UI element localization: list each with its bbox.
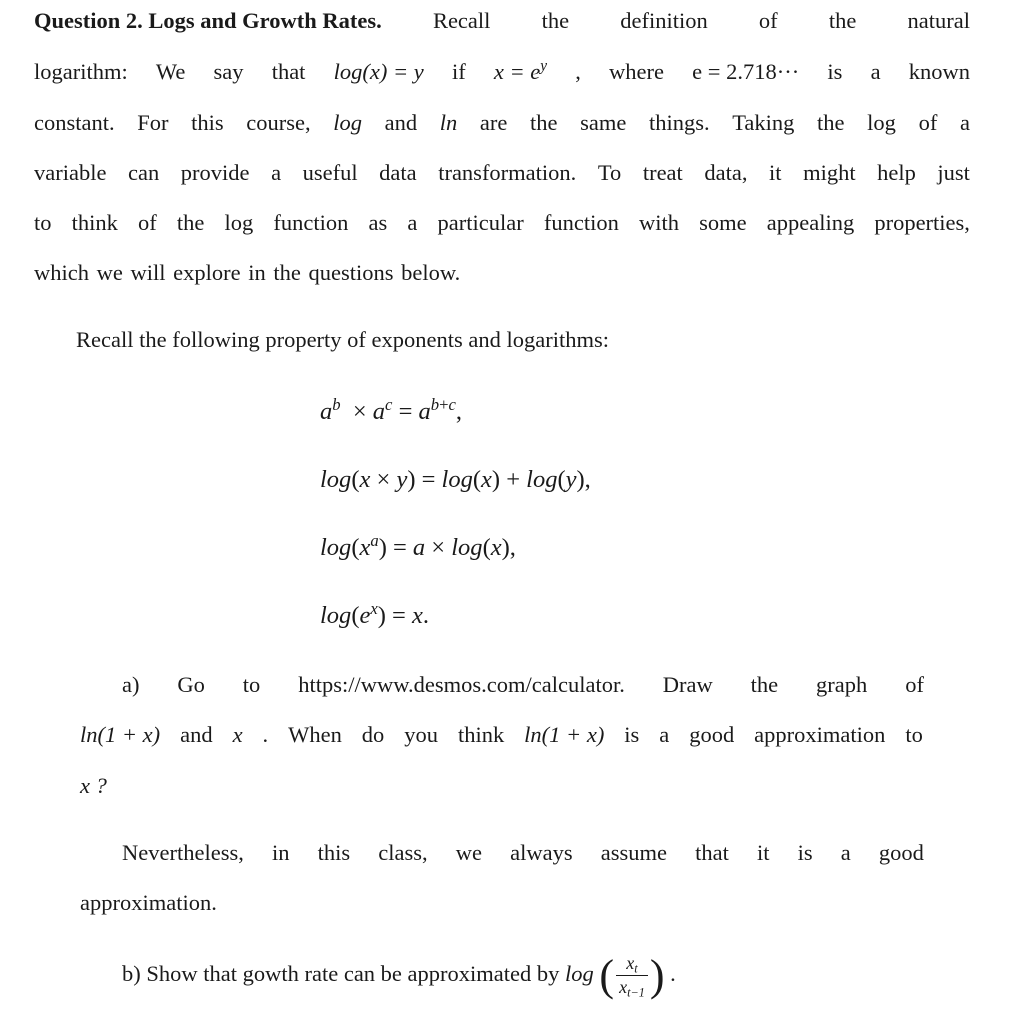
intro-line-6: which we will explore in the questions below. — [34, 260, 461, 285]
part-b-text: b) Show that gowth rate can be approximated by — [122, 961, 560, 986]
part-a-line-3: x ? — [80, 773, 107, 798]
nevertheless-line-1: Nevertheless, in this class, we always assume that it is a good — [122, 840, 924, 865]
question-title: Question 2. Logs and Growth Rates. — [34, 8, 382, 33]
nevertheless-line-2: approximation. — [80, 890, 217, 915]
equation-2: log(x × y) = log(x) + log(y), — [320, 466, 591, 493]
math-x-eq-e-y: $x = e^y$ — [493, 57, 548, 84]
intro-line-5: to think of the log function as a particular function with some appealing properties, — [34, 210, 970, 235]
right-paren: ) — [649, 950, 665, 1000]
equation-4: $\log(e^x) = x$. — [320, 598, 429, 629]
left-paren: ( — [599, 950, 615, 1000]
desmos-url: https://www.desmos.com/calculator. — [298, 672, 625, 697]
fraction-denominator: $x_{t-1}$ — [619, 976, 645, 1000]
intro-line-4: variable can provide a useful data transformation. To treat data, it might help just — [34, 160, 970, 185]
part-a-label: a) — [122, 672, 140, 697]
intro-line-1: Question 2. Logs and Growth Rates. Recall the definition of the natural — [34, 8, 970, 33]
equation-3: $\log(x^a) = a \times \log(x)$, — [320, 530, 516, 561]
equation-1: $a^b \times a^c = a^{b+c}$, — [320, 394, 463, 425]
part-b: b) Show that gowth rate can be approximated by log ( $\frac{x_t}{x_{t-1}}$ ) . — [122, 950, 676, 1000]
math-e-value: e = 2.718··· — [692, 59, 800, 84]
part-a-line-2: ln(1 + x) and x . When do you think ln(1 + x) is a good approximation to — [80, 722, 923, 747]
intro-line-2: logarithm: We say that log(x) = y if $x = e^y$ , where e = 2.718··· is a known — [34, 57, 970, 84]
growth-fraction — [616, 952, 648, 999]
part-a-line-1: a) Go to https://www.desmos.com/calculator. Draw the graph of — [122, 672, 924, 697]
part-b-log: log — [565, 961, 594, 986]
fraction-numerator: $x_t$ — [616, 952, 648, 976]
math-log-x-eq-y: log(x) = y — [333, 59, 424, 84]
intro-line-3: constant. For this course, log and ln are the same things. Taking the log of a — [34, 110, 970, 135]
recall-text: Recall the following property of exponents and logarithms: — [76, 327, 610, 352]
